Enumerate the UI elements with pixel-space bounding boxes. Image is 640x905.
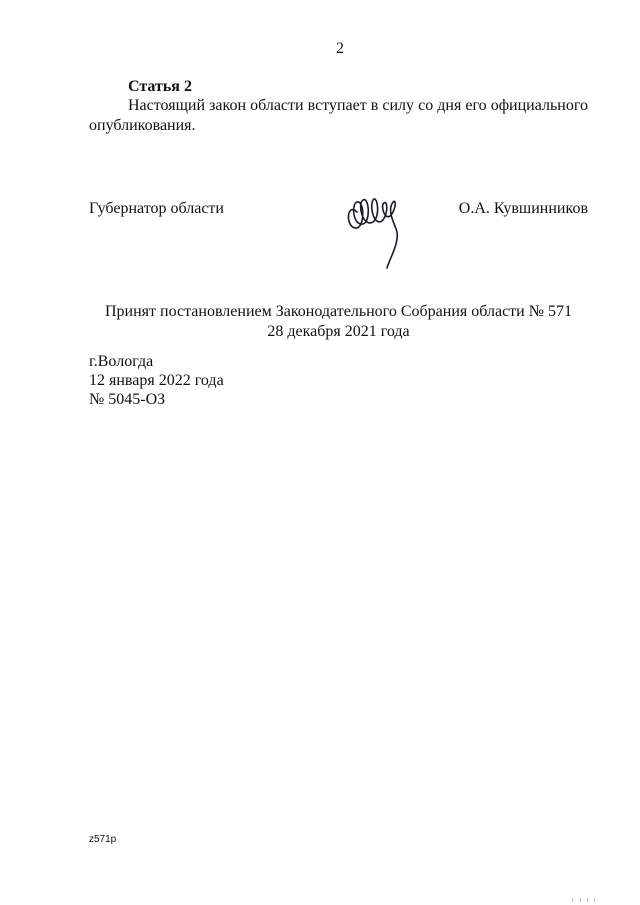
handwritten-signature [343, 182, 413, 272]
scan-marks: ı ı ı ı [572, 898, 598, 904]
adoption-line-1: Принят постановлением Законодательного Собрания области № 571 [105, 303, 572, 320]
adoption-date: 28 декабря 2021 года [267, 323, 410, 340]
place-date-block [89, 352, 224, 409]
governor-name: О.А. Кувшинников [458, 200, 588, 217]
article-text: Настоящий закон области вступает в силу со дня его официального опубликования. [89, 97, 588, 134]
law-number: № 5045-ОЗ [89, 391, 166, 408]
page-number: 2 [336, 40, 344, 57]
governor-title: Губернатор области [89, 200, 224, 217]
city: г.Вологда [89, 353, 154, 370]
article-title: Статья 2 [128, 78, 192, 95]
adoption-note [89, 302, 588, 342]
signature-row [89, 200, 588, 280]
footer-code: z571p [89, 834, 117, 845]
law-date: 12 января 2022 года [89, 372, 224, 389]
